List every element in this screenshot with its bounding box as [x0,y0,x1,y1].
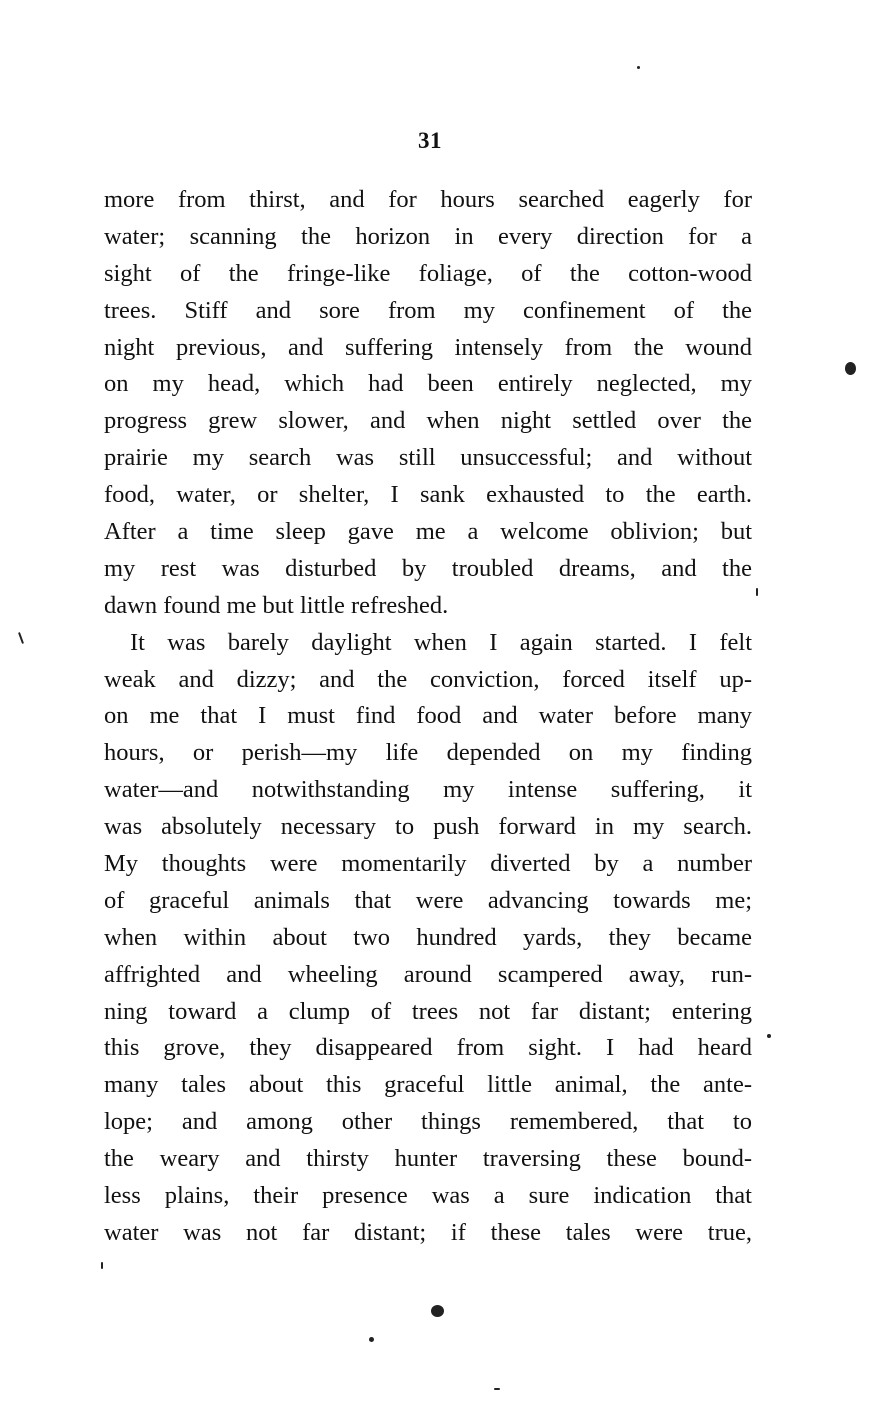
text-line: weak and dizzy; and the conviction, forced itself up- [104,665,752,693]
ink-speck [845,362,856,375]
ink-speck [767,1034,771,1038]
text-line: It was barely daylight when I again started. I felt [130,628,752,656]
body-text [104,182,752,1252]
text-line: of graceful animals that were advancing towards me; [104,886,752,914]
text-line: affrighted and wheeling around scampered away, run- [104,960,752,988]
ink-speck [756,588,758,596]
text-line: on me that I must find food and water before many [104,702,752,730]
text-line: night previous, and suffering intensely from the wound [104,333,752,361]
text-line: lope; and among other things remembered, that to [104,1108,752,1136]
paragraph-1 [104,182,752,625]
text-line: water was not far distant; if these tales were true, [104,1218,752,1246]
paragraph-2 [104,625,752,1252]
text-line: food, water, or shelter, I sank exhausted to the earth. [104,481,752,509]
text-line: was absolutely necessary to push forward in my search. [104,813,752,841]
text-line: the weary and thirsty hunter traversing these bound- [104,1145,752,1173]
ink-speck [369,1337,374,1342]
text-line: prairie my search was still unsuccessful; and without [104,444,752,472]
text-line: progress grew slower, and when night settled over the [104,407,752,435]
ink-speck [431,1305,444,1317]
text-line: sight of the fringe-like foliage, of the cotton-wood [104,259,752,287]
text-line: less plains, their presence was a sure indication that [104,1182,752,1210]
text-line: After a time sleep gave me a welcome oblivion; but [104,518,752,546]
text-line: many tales about this graceful little animal, the ante- [104,1071,752,1099]
text-line: more from thirst, and for hours searched eagerly for [104,186,752,213]
text-line: my rest was disturbed by troubled dreams, and the [104,554,752,582]
ink-speck [637,66,640,69]
text-line: on my head, which had been entirely neglected, my [104,370,752,398]
text-line: trees. Stiff and sore from my confinement of the [104,296,752,324]
text-line: dawn found me but little refreshed. [104,591,449,619]
text-line: when within about two hundred yards, they became [104,923,752,951]
text-line: this grove, they disappeared from sight. I had heard [104,1034,752,1062]
text-line: My thoughts were momentarily diverted by a number [104,850,752,878]
ink-speck [18,632,24,644]
text-line: ning toward a clump of trees not far distant; entering [104,997,752,1025]
text-line: water; scanning the horizon in every direction for a [104,222,752,250]
ink-speck [494,1388,500,1390]
ink-speck [101,1262,103,1269]
text-line: water—and notwithstanding my intense suffering, it [104,776,752,804]
page-number: 31 [418,128,442,153]
text-line: hours, or perish—my life depended on my finding [104,739,752,767]
